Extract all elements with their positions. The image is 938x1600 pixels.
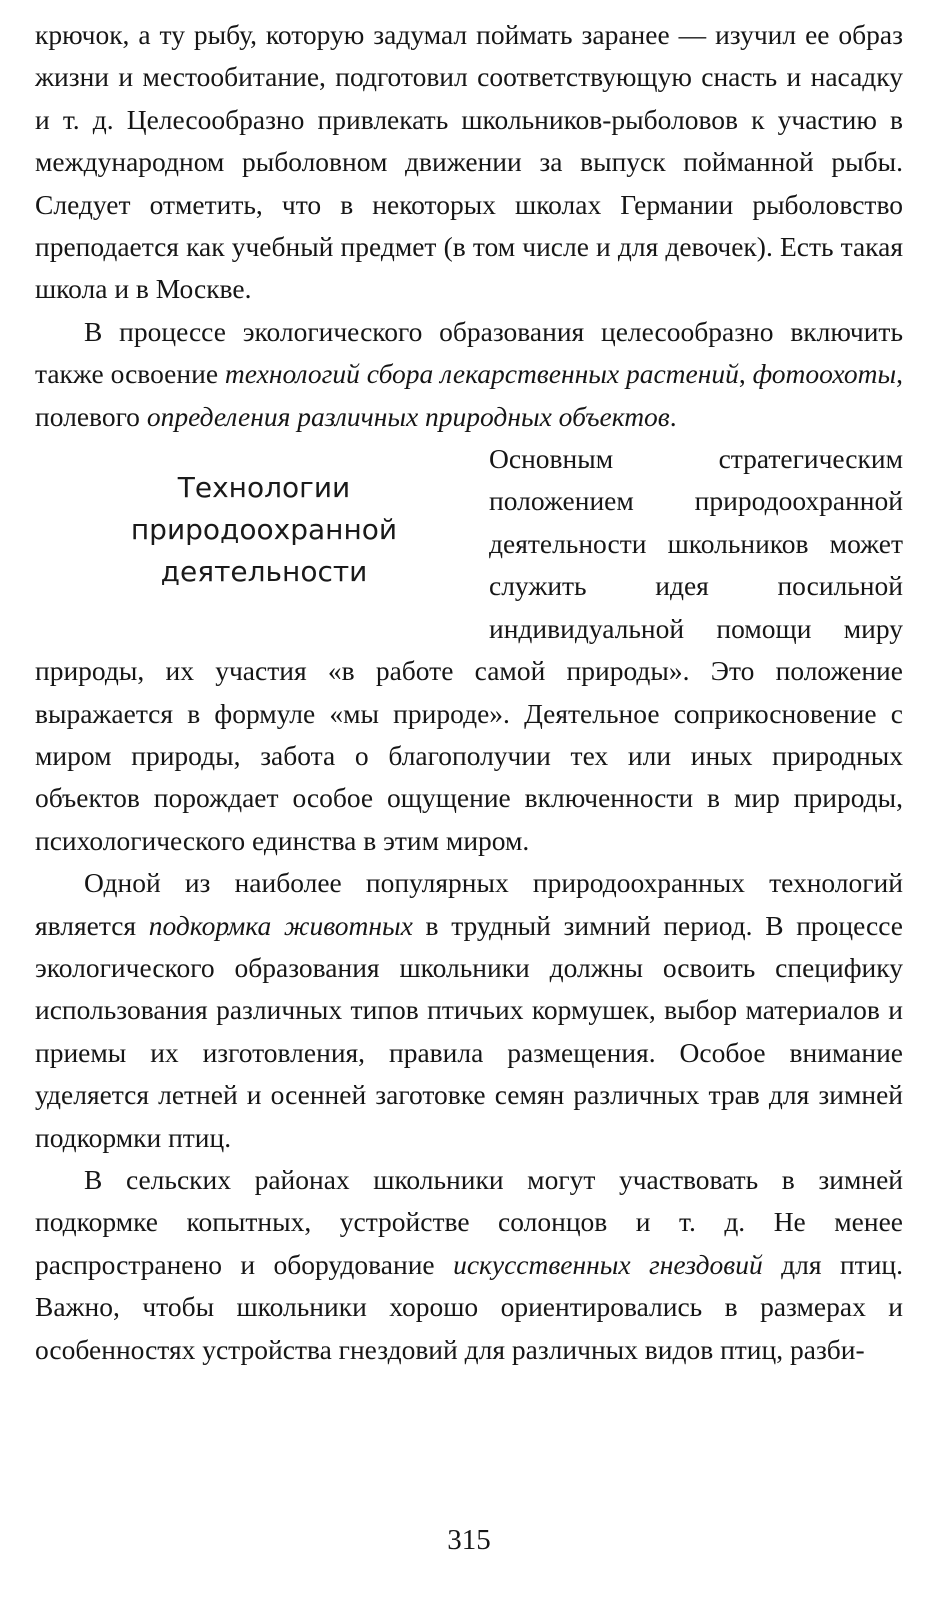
paragraph-5-emphasis-1: искусственных гнездовий xyxy=(453,1248,763,1280)
paragraph-4-text-1: Одной из наиболее популярных природоохранных технологий является xyxy=(35,867,903,941)
section-heading-line-2: природоохранной xyxy=(130,513,398,547)
paragraph-2-emphasis-2: фотоохоты xyxy=(752,358,897,390)
section-heading-line-1: Технологии xyxy=(177,471,351,505)
paragraph-5-text-1: В сельских районах школьники могут участвовать в зимней подкормке копытных, устройстве солонцов и т. д. Не менее распространено и оборудование xyxy=(35,1163,903,1280)
paragraph-2-text-1: В процессе экологического образования целесообразно включить также освоение xyxy=(35,315,903,390)
paragraph-1: крючок, а ту рыбу, которую задумал поймать заранее — изучил ее образ жизни и местообитание, подготовил соответствующую снасть и насадку и т. д. Целесообразно привлекать школьников-рыболовов к участию в международном рыболовном движении за выпуск пойманной рыбы. Следует отметить, что в некоторых школах Германии рыболовство преподается как учебный предмет (в том числе и для девочек). Есть такая школа и в Москве. xyxy=(35,19,903,305)
paragraph-4-emphasis-1: подкормка животных xyxy=(148,909,413,941)
page-number: 315 xyxy=(447,1524,491,1556)
paragraph-2-emphasis-3: определения различных природных объектов xyxy=(146,400,670,432)
paragraph-5-text-2: для птиц. Важно, чтобы школьники хорошо ориентировались в размерах и особенностях устройства гнездовий для различных видов птиц, разби- xyxy=(35,1248,904,1365)
paragraph-2-text-2: , xyxy=(738,358,753,390)
paragraph-3: Основным стратегическим положением природоохранной деятельности школьников может служить идея посильной индивидуальной помощи миру природы, их участия «в работе самой природы». Это положение выражается в формуле «мы природе». Деятельное соприкосновение с миром природы, забота о благополучии тех или иных природных объектов порождает особое ощущение включенности в мир природы, психологического единства в этим миром. xyxy=(35,443,903,856)
page-body xyxy=(35,14,903,1371)
paragraph-2 xyxy=(35,311,903,438)
section-heading xyxy=(131,467,397,593)
paragraph-5 xyxy=(35,1159,903,1371)
paragraph-2-emphasis-1: технологий сбора лекарственных растений xyxy=(224,358,739,390)
paragraph-2-text-4: . xyxy=(669,400,677,432)
section-heading-line-3: деятельности xyxy=(160,555,368,589)
paragraph-2-text-3: , полевого xyxy=(35,358,903,432)
paragraph-4 xyxy=(35,862,903,1159)
section-heading-block xyxy=(35,438,477,634)
paragraph-4-text-2: в трудный зимний период. В процессе экологического образования школьники должны освоить специфику использования различных типов птичьих кормушек, выбор материалов и приемы их изготовления, правила размещения. Особое внимание уделяется летней и осенней заготовке семян различных трав для зимней подкормки птиц. xyxy=(35,909,903,1153)
